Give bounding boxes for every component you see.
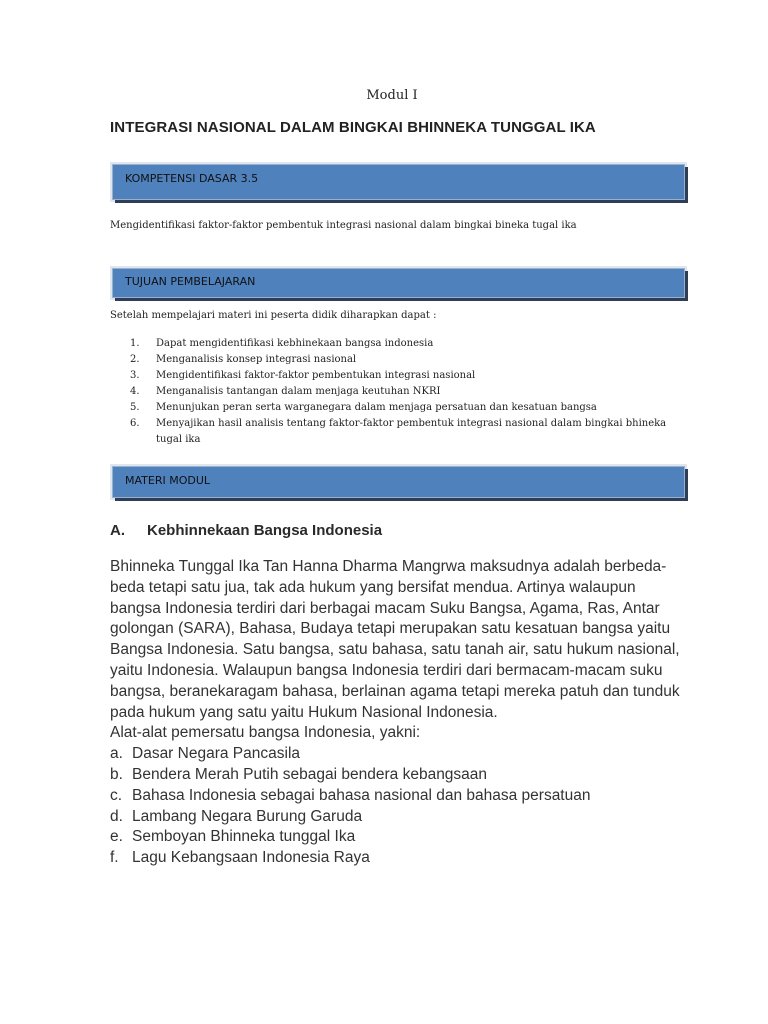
list-item-text: Semboyan Bhinneka tunggal Ika	[132, 828, 356, 846]
list-item-marker: c.	[110, 786, 123, 804]
list-item	[130, 368, 675, 384]
list-item	[130, 416, 675, 448]
list-item-number: 3.	[130, 370, 140, 381]
tujuan-pembelajaran-heading: TUJUAN PEMBELAJARAN	[125, 275, 256, 288]
list-item-text: Dapat mengidentifikasi kebhinekaan bangsa indonesia	[156, 338, 434, 349]
list-intro: Alat-alat pemersatu bangsa Indonesia, yakni:	[110, 724, 421, 742]
list-item-number: 4.	[130, 386, 140, 397]
list-item	[110, 807, 690, 828]
list-item-text: Menganalisis tantangan dalam menjaga keutuhan NKRI	[156, 386, 441, 397]
kompetensi-dasar-box	[112, 164, 685, 200]
list-item-marker: b.	[110, 765, 123, 783]
list-item-text: Dasar Negara Pancasila	[132, 745, 301, 763]
list-item-text: Menyajikan hasil analisis tentang faktor-faktor pembentuk integrasi nasional dalam bingkai bhineka tugal ika	[156, 418, 667, 445]
objectives-list	[130, 336, 675, 448]
section-title: Kebhinnekaan Bangsa Indonesia	[147, 522, 383, 539]
list-item-number: 5.	[130, 402, 140, 413]
tujuan-intro: Setelah mempelajari materi ini peserta didik diharapkan dapat :	[110, 310, 437, 321]
list-item-number: 1.	[130, 338, 140, 349]
list-item-marker: e.	[110, 828, 123, 846]
list-item	[130, 400, 675, 416]
list-item-marker: a.	[110, 745, 123, 763]
list-item-number: 6.	[130, 418, 140, 429]
list-item-text: Mengidentifikasi faktor-faktor pembentukan integrasi nasional	[156, 370, 476, 381]
module-label: Modul I	[366, 88, 418, 103]
materi-modul-heading: MATERI MODUL	[125, 474, 211, 487]
section-letter: A.	[110, 522, 125, 539]
list-item	[110, 744, 690, 765]
materi-modul-box	[112, 466, 685, 498]
section-heading	[110, 522, 382, 539]
list-item-text: Bahasa Indonesia sebagai bahasa nasional dan bahasa persatuan	[132, 786, 591, 804]
list-item	[130, 336, 675, 352]
list-item-number: 2.	[130, 354, 140, 365]
list-item-marker: d.	[110, 807, 123, 825]
tujuan-pembelajaran-box	[112, 268, 685, 298]
list-item-text: Lambang Negara Burung Garuda	[132, 807, 363, 825]
document-title: INTEGRASI NASIONAL DALAM BINGKAI BHINNEKA TUNGGAL IKA	[110, 119, 596, 136]
list-item-marker: f.	[110, 849, 119, 867]
list-item	[110, 827, 690, 848]
list-item	[110, 848, 690, 869]
unifier-list	[110, 744, 690, 869]
kompetensi-dasar-heading: KOMPETENSI DASAR 3.5	[125, 172, 259, 185]
list-item	[110, 765, 690, 786]
list-item	[110, 786, 690, 807]
list-item-text: Menunjukan peran serta warganegara dalam menjaga persatuan dan kesatuan bangsa	[156, 402, 597, 413]
kompetensi-dasar-text: Mengidentifikasi faktor-faktor pembentuk integrasi nasional dalam bingkai bineka tugal ika	[110, 220, 577, 231]
body-paragraph: Bhinneka Tunggal Ika Tan Hanna Dharma Mangrwa maksudnya adalah berbeda-beda tetapi satu jua, tak ada hukum yang bersifat mendua. Artinya walaupun bangsa Indonesia terdiri dari berbagai macam Suku Bangsa, Agama, Ras, Antar golongan (SARA), Bahasa, Budaya tetapi merupakan satu kesatuan bangsa yaitu Bangsa Indonesia. Satu bangsa, satu bahasa, satu tanah air, satu hukum nasional, yaitu Indonesia. Walaupun bangsa Indonesia terdiri dari bermacam-macam suku bangsa, beranekaragam bahasa, berlainan agama tetapi mereka patuh dan tunduk pada hukum yang satu yaitu Hukum Nasional Indonesia.	[110, 558, 680, 721]
list-item	[130, 352, 675, 368]
list-item	[130, 384, 675, 400]
list-item-text: Lagu Kebangsaan Indonesia Raya	[132, 849, 370, 867]
body-content	[110, 557, 690, 869]
list-item-text: Menganalisis konsep integrasi nasional	[156, 354, 357, 365]
list-item-text: Bendera Merah Putih sebagai bendera kebangsaan	[132, 765, 488, 783]
